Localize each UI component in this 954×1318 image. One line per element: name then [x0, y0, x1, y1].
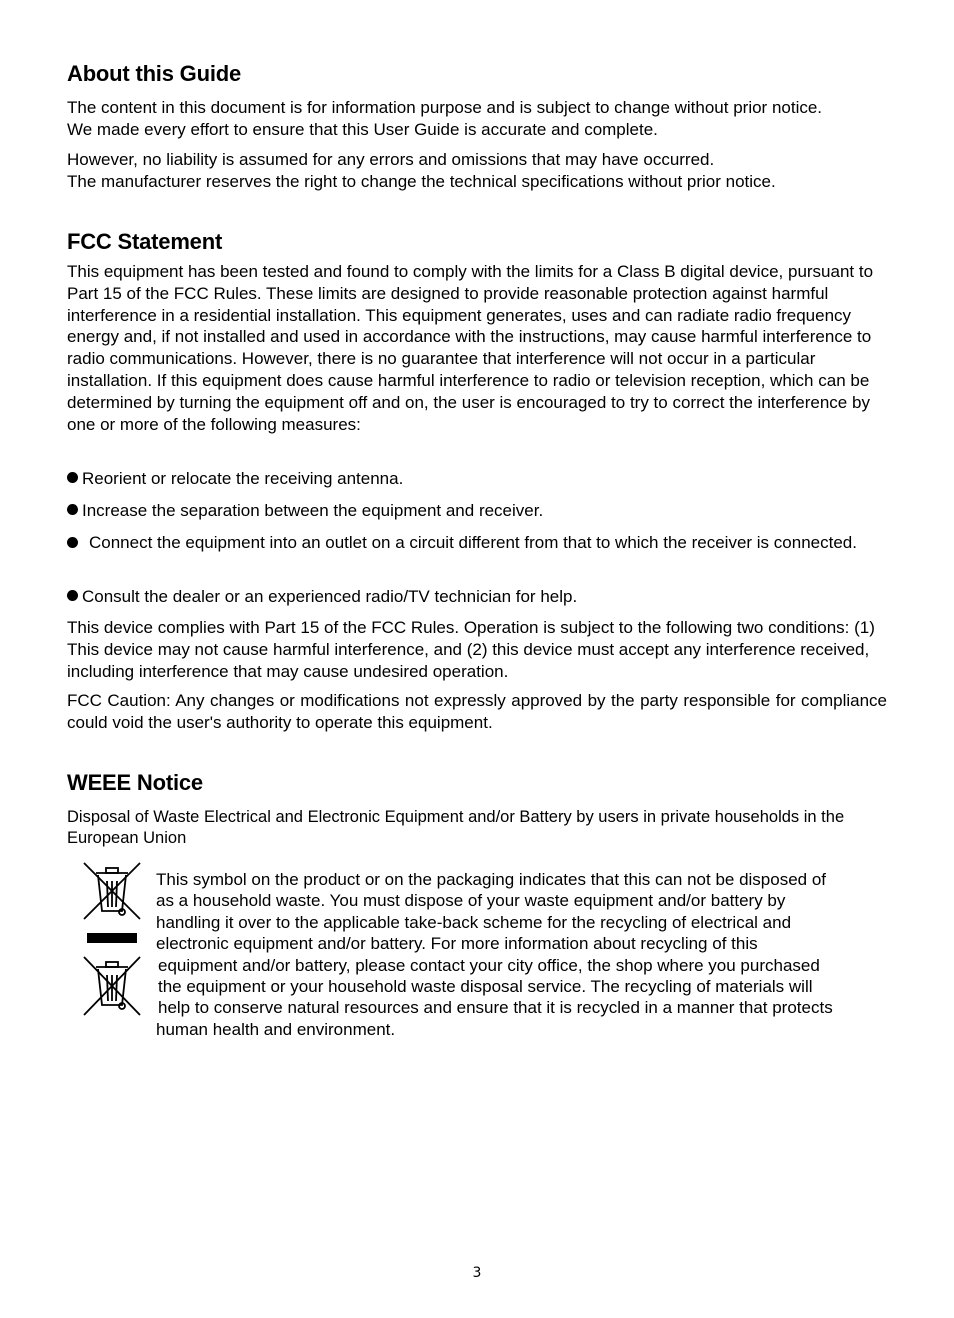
weee-line: help to conserve natural resources and ensure that it is recycled in a manner that protects — [158, 998, 833, 1018]
fcc-compliance: This device complies with Part 15 of the FCC Rules. Operation is subject to the following two conditions: (1) This device may not cause harmful interference, and (2) this device must accept any interference received, including interference that may cause undesired operation. — [67, 618, 875, 681]
fcc-bullet-3 — [67, 532, 887, 554]
bullet-icon — [67, 537, 78, 548]
fcc-bullet-3-wrap: Connect the equipment into an outlet on a circuit different from that to which the receiver is connected. — [89, 533, 857, 552]
about-heading: About this Guide — [67, 61, 242, 86]
about-p1-line1: The content in this document is for information purpose and is subject to change without prior notice. — [67, 98, 823, 117]
about-p2-line1: However, no liability is assumed for any errors and omissions that may have occurred. — [67, 150, 715, 169]
weee-line: the equipment or your household waste disposal service. The recycling of materials will — [158, 977, 813, 997]
weee-intro: Disposal of Waste Electrical and Electronic Equipment and/or Battery by users in private households in the European Union — [67, 808, 845, 848]
weee-line: as a household waste. You must dispose of your waste equipment and/or battery by — [156, 891, 786, 911]
page-number: 3 — [472, 1265, 482, 1281]
about-paragraph-2 — [67, 149, 887, 193]
weee-line: equipment and/or battery, please contact your city office, the shop where you purchased — [158, 955, 820, 975]
about-p2-line2: The manufacturer reserves the right to change the technical specifications without prior notice. — [67, 171, 776, 191]
bullet-icon — [67, 590, 78, 601]
fcc-caution: FCC Caution: Any changes or modifications not expressly approved by the party responsible for compliance could void the user's authority to operate this equipment. — [67, 691, 887, 732]
weee-line: handling it over to the applicable take-back scheme for the recycling of electrical and — [156, 912, 792, 932]
about-p1-line2: We made every effort to ensure that this User Guide is accurate and complete. — [67, 119, 658, 139]
fcc-intro: This equipment has been tested and found to comply with the limits for a Class B digital device, pursuant to Part 15 of the FCC Rules. These limits are designed to provide reasonable protection against harmful interference in a residential installation. This equipment generates, uses and can radiate radio frequency energy and, if not installed and used in accordance with the instructions, may cause harmful interference to radio communications. However, there is no guarantee that interference will not occur in a particular installation. If this equipment does cause harmful interference to radio or television reception, which can be determined by turning the equipment off and on, the user is encouraged to try to correct the interference by one or more of the following measures: — [67, 262, 874, 434]
about-paragraph-1 — [67, 97, 887, 141]
fcc-bullet-1: Reorient or relocate the receiving antenna. — [67, 468, 887, 490]
bullet-icon — [67, 504, 78, 515]
fcc-heading: FCC Statement — [67, 229, 223, 254]
weee-icon-block — [82, 861, 142, 1026]
crossed-out-bin-icon — [82, 861, 142, 1021]
bullet-icon — [67, 472, 78, 483]
weee-heading: WEEE Notice — [67, 770, 203, 795]
fcc-bullet-2: Increase the separation between the equipment and receiver. — [67, 500, 887, 522]
weee-line: human health and environment. — [156, 1019, 396, 1039]
weee-body — [156, 869, 888, 1040]
weee-line: This symbol on the product or on the packaging indicates that this can not be disposed of — [156, 870, 827, 889]
fcc-bullet-4: Consult the dealer or an experienced radio/TV technician for help. — [67, 586, 887, 608]
weee-line: electronic equipment and/or battery. For more information about recycling of this — [156, 934, 758, 954]
